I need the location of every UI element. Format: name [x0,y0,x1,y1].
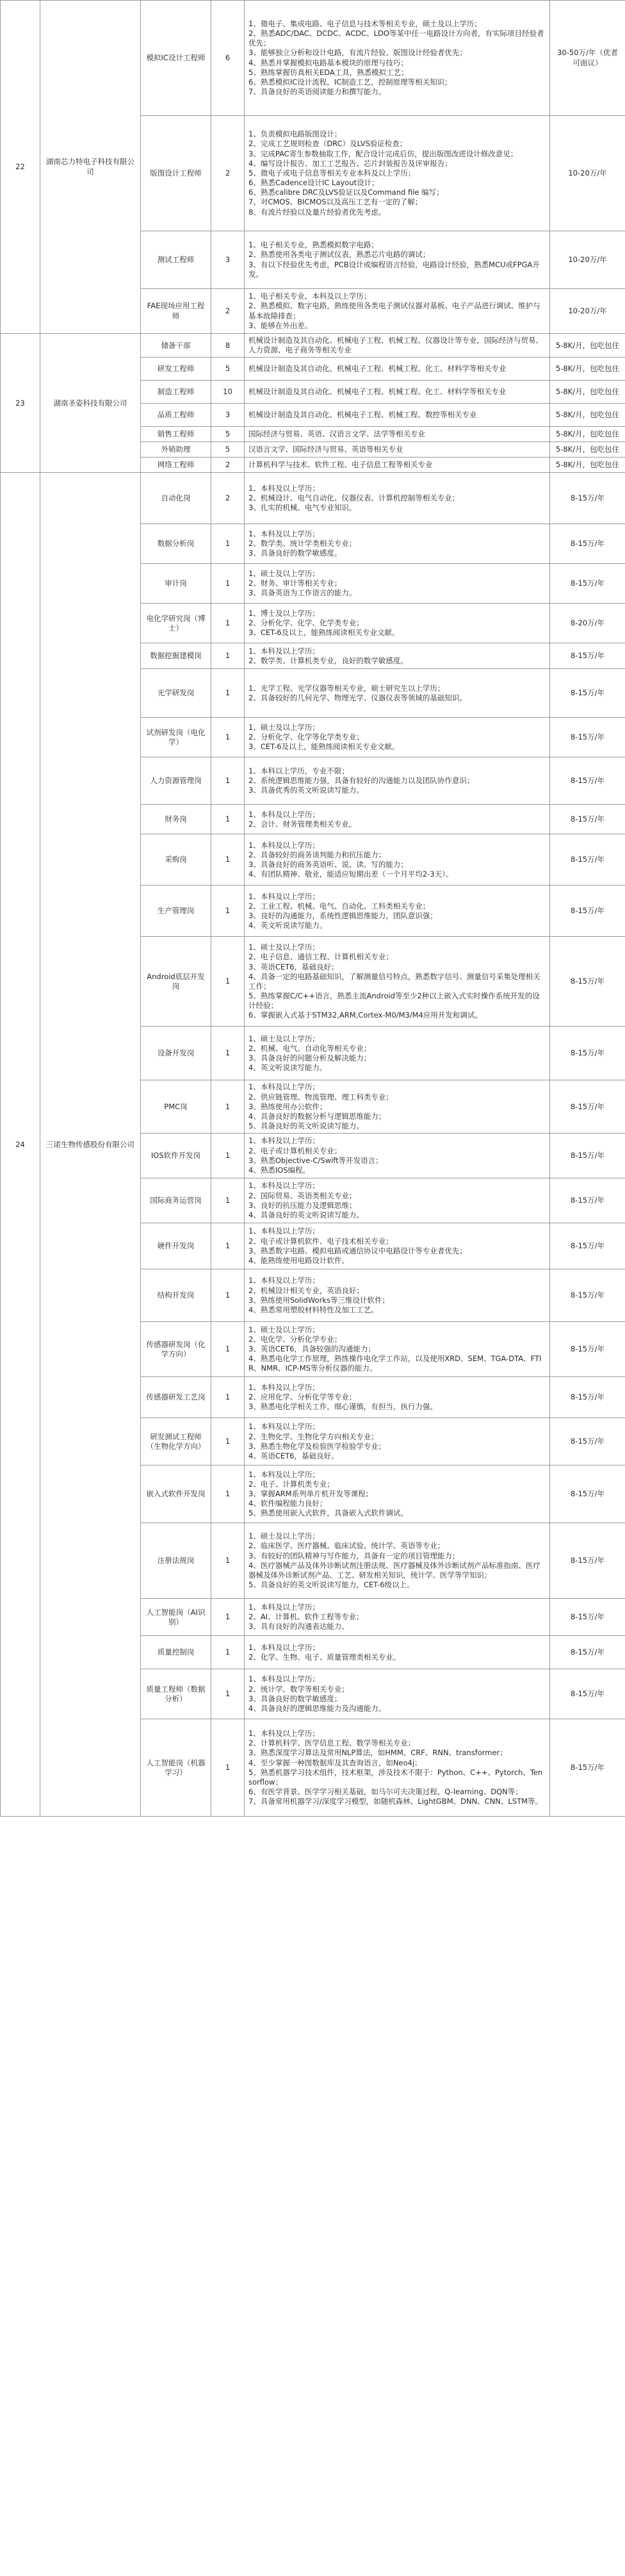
salary: 8-15万/年 [550,1418,625,1466]
requirement-line: 1、硕士及以上学历； [248,1034,320,1043]
requirement-line: 6、熟悉calibre DRC及LVS验证以及Command file 编写； [248,188,444,197]
headcount: 1 [211,1599,245,1636]
requirements-cell [245,1418,550,1466]
salary: 8-15万/年 [550,1719,625,1817]
position-title: Android底层开发岗 [141,937,211,1027]
group-index: 24 [1,473,40,1817]
requirement-line: 3、具备良好的商务英语听、说、读、写的能力； [248,859,408,869]
headcount: 1 [211,1080,245,1134]
headcount: 1 [211,1523,245,1599]
requirements-cell [245,1466,550,1523]
requirements-cell [245,564,550,604]
requirement-line: 1、硕士及以上学历； [248,569,320,579]
salary: 10-20万/年 [550,289,625,334]
requirements-cell [245,1636,550,1669]
requirement-line: 1、本科及以上学历； [248,529,320,539]
requirements-cell [245,757,550,805]
position-title: 审计岗 [141,564,211,604]
salary: 8-15万/年 [550,564,625,604]
position-title: 硬件开发岗 [141,1223,211,1269]
requirement-line: 2、计算机科学、医学信息工程、数学等相关专业； [248,1738,416,1748]
requirements-cell [245,643,550,669]
requirement-line: 4、熟悉IOS编程。 [248,1165,311,1175]
salary: 8-15万/年 [550,718,625,757]
requirements-cell [245,1269,550,1322]
requirement-line: 2、系统逻辑思维能力强，具备有较好的沟通能力以及团队协作意识； [248,776,475,786]
requirement-line: 2、国际贸易、英语类相关专业； [248,1191,357,1200]
salary: 8-15万/年 [550,669,625,718]
headcount: 1 [211,669,245,718]
requirement-line: 5、熟练掌握C/C++语言，熟悉主流Android等至少2种以上嵌入式实时操作系统开发的设计经验； [248,991,540,1011]
requirement-line: 6、掌握嵌入式基于STM32,ARM,Cortex-M0/M3/M4应用开发和调试。 [248,1011,482,1020]
requirement-line: 3、有以下经验优先考虑，PCB设计或编程语言经验，电路设计经验，熟悉MCU或FPGA开发。 [248,260,540,279]
salary: 8-15万/年 [550,524,625,564]
requirement-line: 2、具备较好的商务谈判能力和抗压能力； [248,850,386,859]
requirement-line: 4、具备良好的英文听说读写能力。 [248,1210,364,1219]
position-title: 嵌入式软件开发岗 [141,1466,211,1523]
requirement-line: 3、熟悉数字电路、模拟电路或通信协议中电路设计等专业者优先； [248,1246,467,1255]
requirement-line: 3、具备英语为工作语言的能力。 [248,588,357,598]
headcount: 1 [211,604,245,643]
requirement-line: 2、临床医学、医疗器械、临床试验、统计学、英语等专业； [248,1541,445,1551]
requirement-line: 1、本科以上学历，专业不限； [248,766,349,776]
requirement-line: 4、能熟练使用电路设计软件。 [248,1255,349,1265]
requirement-line: 1、本科及以上学历； [248,1642,320,1652]
headcount: 10 [211,381,245,404]
headcount: 1 [211,805,245,834]
requirement-line: 2、电子或计算机软件、电子技术相关专业； [248,1236,393,1246]
requirement-line: 5、熟悉机器学习技术组件，技术框架，涉及技术不限于：Python、C++、Pytorch、Tensorflow； [248,1767,543,1787]
requirement-line: 1、电子相关专业，本科及以上学历； [248,292,371,301]
requirement-line: 1、硕士及以上学历； [248,1325,320,1334]
salary: 10-20万/年 [550,116,625,231]
requirement-line: 1、本科及以上学历； [248,646,320,656]
requirements-cell [245,1134,550,1178]
salary: 5-8K/月，包吃包住 [550,334,625,358]
requirement-line: 机械设计制造及其自动化、机械电子工程、机械工程、化工、材料学等相关专业 [248,364,507,374]
requirement-line: 3、具备良好的问题分析及解决能力； [248,1053,371,1062]
requirements-cell [245,473,550,524]
requirement-line: 2、机械设计相关专业，英语良好； [248,1285,364,1295]
salary: 8-20万/年 [550,604,625,643]
requirement-line: 3、良好的沟通能力，系统性逻辑思维能力，团队意识强； [248,911,437,920]
requirement-line: 7、对CMOS、BICMOS以及高压工艺有一定的了解； [248,197,423,207]
requirements-cell [245,358,550,381]
requirement-line: 2、机械设计、电气自动化、仪器仪表、计算机控制等相关专业； [248,493,460,503]
position-title: 数据挖掘建模岗 [141,643,211,669]
requirements-cell [245,1523,550,1599]
requirements-cell [245,427,550,442]
requirement-line: 2、应用化学、分析化学等专业； [248,1392,357,1402]
requirement-line: 机械设计制造及其自动化、机械电子工程、机械工程、化工、材料学等相关专业 [248,387,507,397]
requirement-line: 4、软件编程能力良好； [248,1499,327,1508]
requirement-line: 6、熟悉Cadence设计IC Layout设计； [248,178,379,188]
position-title: FAE现场应用工程师 [141,289,211,334]
requirement-line: 3、具备良好的数学敏感度。 [248,549,342,558]
position-title: 数据分析岗 [141,524,211,564]
requirement-line: 3、有较好的团队精神与写作能力，具备有一定的项目管理能力； [248,1551,460,1560]
position-title: 网络工程师 [141,458,211,473]
salary: 8-15万/年 [550,1377,625,1418]
requirements-cell [245,1027,550,1080]
headcount: 8 [211,334,245,358]
position-title: 测试工程师 [141,231,211,289]
requirement-line: 2、机械、电气、自动化等相关专业； [248,1043,371,1053]
table-row [1,1,625,116]
headcount: 3 [211,231,245,289]
requirement-line: 1、负责模拟电路版图设计； [248,129,342,139]
position-title: 研发测试工程师（生物化学方向） [141,1418,211,1466]
position-title: 结构开发岗 [141,1269,211,1322]
salary: 8-15万/年 [550,1523,625,1599]
requirement-line: 2、数学类、统计学类相关专业； [248,539,357,549]
headcount: 1 [211,1418,245,1466]
position-title: 销售工程师 [141,427,211,442]
headcount: 2 [211,289,245,334]
requirement-line: 4、有团队精神、敬业，能适应短期出差（一个月平均2-3天）。 [248,870,453,879]
requirement-line: 2、工业工程、机械、电气、自动化、工科类相关专业； [248,901,430,911]
requirement-line: 7、具备良好的英语阅读能力和撰写能力。 [248,87,386,97]
position-title: 国际商务运营岗 [141,1178,211,1223]
requirements-cell [245,1322,550,1377]
position-title: 试剂研发岗（电化学） [141,718,211,757]
position-title: 采购岗 [141,834,211,886]
headcount: 3 [211,404,245,427]
requirement-line: 5、熟悉使用嵌入式软件，具备嵌入式软件调试。 [248,1508,408,1518]
headcount: 1 [211,1178,245,1223]
requirement-line: 1、本科及以上学历； [248,1469,320,1479]
headcount: 1 [211,524,245,564]
headcount: 1 [211,1223,245,1269]
salary: 8-15万/年 [550,1080,625,1134]
salary: 8-15万/年 [550,1636,625,1669]
requirements-cell [245,334,550,358]
position-title: 模拟IC设计工程师 [141,1,211,116]
position-title: 设备开发岗 [141,1027,211,1080]
requirement-line: 2、熟悉模拟、数字电路，熟练使用各类电子测试仪器对基板、电子产品进行调试、维护与基本故障排查； [248,301,540,320]
headcount: 1 [211,643,245,669]
salary: 8-15万/年 [550,473,625,524]
headcount: 5 [211,442,245,458]
requirements-cell [245,1377,550,1418]
salary: 5-8K/月，包吃包住 [550,358,625,381]
requirement-line: 1、本科及以上学历； [248,1382,320,1392]
position-title: 注册法规岗 [141,1523,211,1599]
headcount: 1 [211,1134,245,1178]
requirement-line: 1、本科及以上学历； [248,1602,320,1612]
requirement-line: 1、硕士及以上学历； [248,943,320,952]
headcount: 1 [211,1466,245,1523]
requirement-line: 6、有医学背景、医学学习相关基础，如马尔可夫决策过程、Q-learning、DQN等； [248,1787,523,1797]
salary: 8-15万/年 [550,643,625,669]
requirements-cell [245,116,550,231]
salary: 8-15万/年 [550,1669,625,1719]
salary: 8-15万/年 [550,1466,625,1523]
headcount: 5 [211,427,245,442]
position-title: 生产管理岗 [141,886,211,937]
requirement-line: 1、本科及以上学历； [248,1226,320,1236]
requirement-line: 2、电子、计算机类专业； [248,1479,334,1489]
requirement-line: 1、本科及以上学历； [248,809,320,819]
position-title: 质量工程师（数据分析） [141,1669,211,1719]
requirements-cell [245,1719,550,1817]
position-title: 人工智能岗（机器学习） [141,1719,211,1817]
position-title: IOS软件开发岗 [141,1134,211,1178]
headcount: 1 [211,1669,245,1719]
requirement-line: 4、英文听说读写能力。 [248,1063,327,1073]
requirement-line: 5、具备良好的英文听说读写能力，CET-6级以上。 [248,1580,414,1590]
requirements-cell [245,1178,550,1223]
requirements-cell [245,1,550,116]
requirements-cell [245,886,550,937]
requirements-cell [245,458,550,473]
position-title: 外销助理 [141,442,211,458]
group-index: 22 [1,1,40,334]
requirement-line: 3、掌握ARM系列单片机开发等课程； [248,1489,373,1499]
headcount: 5 [211,358,245,381]
requirement-line: 1、本科及以上学历； [248,1674,320,1684]
requirement-line: 国际经济与贸易、英语、汉语言文学、法学等相关专业 [248,429,425,439]
requirement-line: 3、CET-6及以上，能熟练阅读相关专业文献。 [248,628,400,638]
requirement-line: 1、本科及以上学历； [248,1181,320,1191]
position-title: 财务岗 [141,805,211,834]
salary: 30-50万/年（优者可面议） [550,1,625,116]
requirement-line: 汉语言文学、国际经济与贸易、英语等相关专业 [248,445,403,454]
salary: 8-15万/年 [550,1027,625,1080]
position-title: 自动化岗 [141,473,211,524]
headcount: 1 [211,718,245,757]
requirements-cell [245,289,550,334]
requirement-line: 5、微电子或电子信息等相关专业本科及以上学历； [248,168,416,178]
salary: 5-8K/月，包吃包住 [550,404,625,427]
requirements-cell [245,669,550,718]
requirement-line: 4、编写设计报告、加工工艺报告、芯片封装报告及评审报告； [248,158,452,168]
salary: 8-15万/年 [550,1269,625,1322]
requirement-line: 3、英语CET6，具备较强的沟通能力； [248,1344,375,1354]
requirement-line: 1、本科及以上学历； [248,840,320,850]
headcount: 1 [211,834,245,886]
salary: 5-8K/月，包吃包住 [550,458,625,473]
requirement-line: 4、熟悉电化学工作原理，熟练操作电化学工作站，以及使用XRD、SEM、TGA-DTA、FTIR、NMR、ICP-MS等分析仪器的能力。 [248,1354,542,1373]
requirements-cell [245,1080,550,1134]
salary: 8-15万/年 [550,757,625,805]
requirement-line: 1、光学工程、光学仪器等相关专业，硕士研究生以上学历； [248,683,445,693]
requirement-line: 2、分析化学、化学等化学类专业； [248,732,364,742]
requirement-line: 3、具备优秀的英文听说读写能力。 [248,786,364,795]
headcount: 2 [211,473,245,524]
requirement-line: 2、具备较好的几何光学、物理光学、仪器仪表等领域的基础知识。 [248,693,467,702]
requirement-line: 3、熟悉生物化学及检验医学检验学专业； [248,1441,386,1451]
headcount: 2 [211,458,245,473]
position-title: 传感器研发岗（化学方向） [141,1322,211,1377]
company-name: 三诺生物传感股份有限公司 [40,473,141,1817]
company-name: 湖南芯力特电子科技有限公司 [40,1,141,334]
requirement-line: 3、完成PAC寄生参数抽取工作，配合设计完成后仿，提出版图改进设计修改意见； [248,149,518,158]
requirements-cell [245,524,550,564]
requirement-line: 1、本科及以上学历； [248,1136,320,1146]
salary: 8-15万/年 [550,834,625,886]
requirement-line: 4、熟悉并掌握模拟电路基本模块的原理与技巧； [248,58,408,67]
position-title: 人工智能岗（AI识别） [141,1599,211,1636]
requirement-line: 4、熟悉常用塑胶材料特性及加工工艺。 [248,1305,378,1314]
requirement-line: 2、熟悉ADC/DAC、DCDC、ACDC、LDO等某中任一电路设计方向者，有实际项目经验者优先； [248,28,544,48]
requirement-line: 2、化学、生物、电子、质量管理类相关专业。 [248,1652,401,1662]
table-row [1,334,625,358]
requirement-line: 1、本科及以上学历； [248,1082,320,1092]
requirement-line: 2、完成工艺规则检查（DRC）及LVS验证检查； [248,139,407,149]
requirements-cell [245,1223,550,1269]
requirement-line: 1、本科及以上学历； [248,1729,320,1738]
salary: 8-15万/年 [550,886,625,937]
salary: 8-15万/年 [550,1134,625,1178]
requirement-line: 3、扎实的机械、电气专业知识。 [248,503,357,513]
requirements-cell [245,937,550,1027]
requirement-line: 1、电子相关专业，熟悉模拟数字电路； [248,240,378,250]
position-title: 光学研发岗 [141,669,211,718]
requirement-line: 8、有流片经验以及量片经验者优先考虑。 [248,207,386,217]
position-title: 研发工程师 [141,358,211,381]
salary: 8-15万/年 [550,937,625,1027]
headcount: 1 [211,1719,245,1817]
requirement-line: 3、英语CET6，基础良好； [248,962,339,971]
requirement-line: 4、英文听说读写能力。 [248,921,327,930]
requirements-cell [245,718,550,757]
position-title: 人力资源管理岗 [141,757,211,805]
requirement-line: 1、微电子、集成电路、电子信息与技术等相关专业，硕士及以上学历； [248,19,482,28]
headcount: 1 [211,1377,245,1418]
requirement-line: 2、供应链管理、物流管理、理工科类专业； [248,1092,393,1102]
position-title: PMC岗 [141,1080,211,1134]
salary: 5-8K/月，包吃包住 [550,427,625,442]
requirement-line: 1、硕士及以上学历； [248,723,320,732]
position-title: 储备干部 [141,334,211,358]
requirement-line: 3、良好的抗压能力及逻辑思维； [248,1200,357,1210]
requirement-line: 2、熟悉使用各类电子测试仪表，熟悉芯片电路的调试； [248,250,430,260]
position-title: 传感器研发工艺岗 [141,1377,211,1418]
requirement-line: 1、本科及以上学历； [248,891,320,901]
requirement-line: 3、熟悉深度学习算法及常用NLP算法，如HMM、CRF、RNN、transformer； [248,1748,507,1758]
headcount: 2 [211,116,245,231]
requirement-line: 4、具备良好的逻辑思维能力及沟通能力。 [248,1703,386,1713]
salary: 8-15万/年 [550,1178,625,1223]
requirement-line: 3、具备良好的数学敏感度； [248,1694,342,1703]
requirement-line: 2、AI、计算机、软件工程等专业； [248,1612,364,1622]
table-body [1,1,625,1817]
requirement-line: 3、熟练使用SolidWorks等三维设计软件； [248,1295,389,1305]
salary: 8-15万/年 [550,805,625,834]
requirement-line: 4、英语CET6，基础良好。 [248,1451,339,1460]
requirement-line: 4、具备良好的数据分析与逻辑思维能力； [248,1111,386,1121]
salary: 8-15万/年 [550,1599,625,1636]
requirement-line: 3、熟练使用办公软件； [248,1102,327,1111]
group-index: 23 [1,334,40,473]
company-name: 湖南圣姿科技有限公司 [40,334,141,473]
requirement-line: 2、财务、审计等相关专业； [248,579,342,588]
requirements-cell [245,1599,550,1636]
headcount: 1 [211,564,245,604]
requirement-line: 2、电子信息、通信工程、计算机相关专业； [248,952,393,962]
requirement-line: 3、具有良好的沟通表达能力。 [248,1622,349,1631]
headcount: 1 [211,1636,245,1669]
requirement-line: 3、熟悉Objective-C/Swift等开发语言； [248,1155,383,1165]
requirement-line: 5、具备良好的英文听说读写能力。 [248,1121,364,1131]
position-title: 版图设计工程师 [141,116,211,231]
requirement-line: 4、具备一定的电路基础知识，了解测量信号特点，熟悉数字信号、测量信号采集处理相关工作； [248,971,540,991]
requirement-line: 3、能够在外出差。 [248,320,312,330]
requirements-cell [245,381,550,404]
requirement-line: 2、会计、财务管理类相关专业。 [248,819,357,829]
requirement-line: 6、熟悉模拟IC设计流程，IC制造工艺，控制原理等相关知识； [248,77,452,87]
headcount: 1 [211,1269,245,1322]
requirement-line: 1、本科及以上学历； [248,484,320,493]
requirement-line: 2、数学类、计算机类专业，良好的数学敏感度。 [248,656,408,665]
requirement-line: 2、统计学、数学等相关专业； [248,1684,349,1694]
position-title: 制造工程师 [141,381,211,404]
requirement-line: 4、医疗器械产品及体外诊断试剂注册法规、医疗器械及体外诊断试剂产品标准指南、医疗器械及体外诊断试剂产品、工艺、研发相关知识，统计学、医学等学知识； [248,1560,540,1580]
requirement-line: 7、具备常用机器学习/深度学习模型，如随机森林、LightGBM、DNN、CNN、LSTM等。 [248,1797,543,1806]
requirement-line: 1、本科及以上学历； [248,1276,320,1285]
requirement-line: 4、至少掌握一种图数据库及其查询语言，如Neo4j； [248,1758,422,1767]
headcount: 1 [211,1027,245,1080]
requirement-line: 2、电子或计算机相关专业； [248,1146,342,1155]
position-title: 质量控制岗 [141,1636,211,1669]
headcount: 1 [211,937,245,1027]
requirement-line: 3、熟悉电化学相关工作，细心谨慎，有担当，执行力强。 [248,1402,437,1412]
requirements-cell [245,231,550,289]
headcount: 6 [211,1,245,116]
headcount: 1 [211,1322,245,1377]
position-title: 电化学研究岗（博士） [141,604,211,643]
position-title: 品质工程师 [141,404,211,427]
table-row [1,473,625,524]
requirement-line: 1、博士及以上学历； [248,609,320,618]
salary: 8-15万/年 [550,1322,625,1377]
headcount: 1 [211,886,245,937]
requirement-line: 计算机科学与技术、软件工程、电子信息工程等相关专业 [248,460,433,470]
requirements-cell [245,805,550,834]
requirement-line: 2、生物化学、生物化学方向相关专业； [248,1432,378,1441]
requirements-cell [245,604,550,643]
requirements-cell [245,404,550,427]
salary: 5-8K/月，包吃包住 [550,381,625,404]
salary: 5-8K/月，包吃包住 [550,442,625,458]
salary: 10-20万/年 [550,231,625,289]
requirement-line: 3、CET-6及以上，能熟练阅读相关专业文献。 [248,742,400,752]
requirement-line: 1、硕士及以上学历； [248,1532,320,1541]
requirement-line: 2、分析化学、化学、化学类专业； [248,618,364,628]
requirements-cell [245,1669,550,1719]
requirement-line: 5、熟练掌握仿真相关EDA工具，熟悉模拟工艺； [248,67,409,77]
requirements-cell [245,442,550,458]
requirement-line: 3、能够独立分析和设计电路，有流片经验、版图设计经验者优先； [248,48,467,58]
headcount: 1 [211,757,245,805]
requirements-cell [245,834,550,886]
requirement-line: 机械设计制造及其自动化、机械电子工程、机械工程、数控等相关专业 [248,410,477,420]
requirement-line: 2、电化学、分析化学专业； [248,1334,342,1344]
salary: 8-15万/年 [550,1223,625,1269]
requirement-line: 1、本科及以上学历； [248,1422,320,1432]
requirement-line: 机械设计制造及其自动化、机械电子工程、机械工程、仪器设计等专业，国际经济与贸易、人力资源、电子商务等相关专业 [248,336,543,355]
